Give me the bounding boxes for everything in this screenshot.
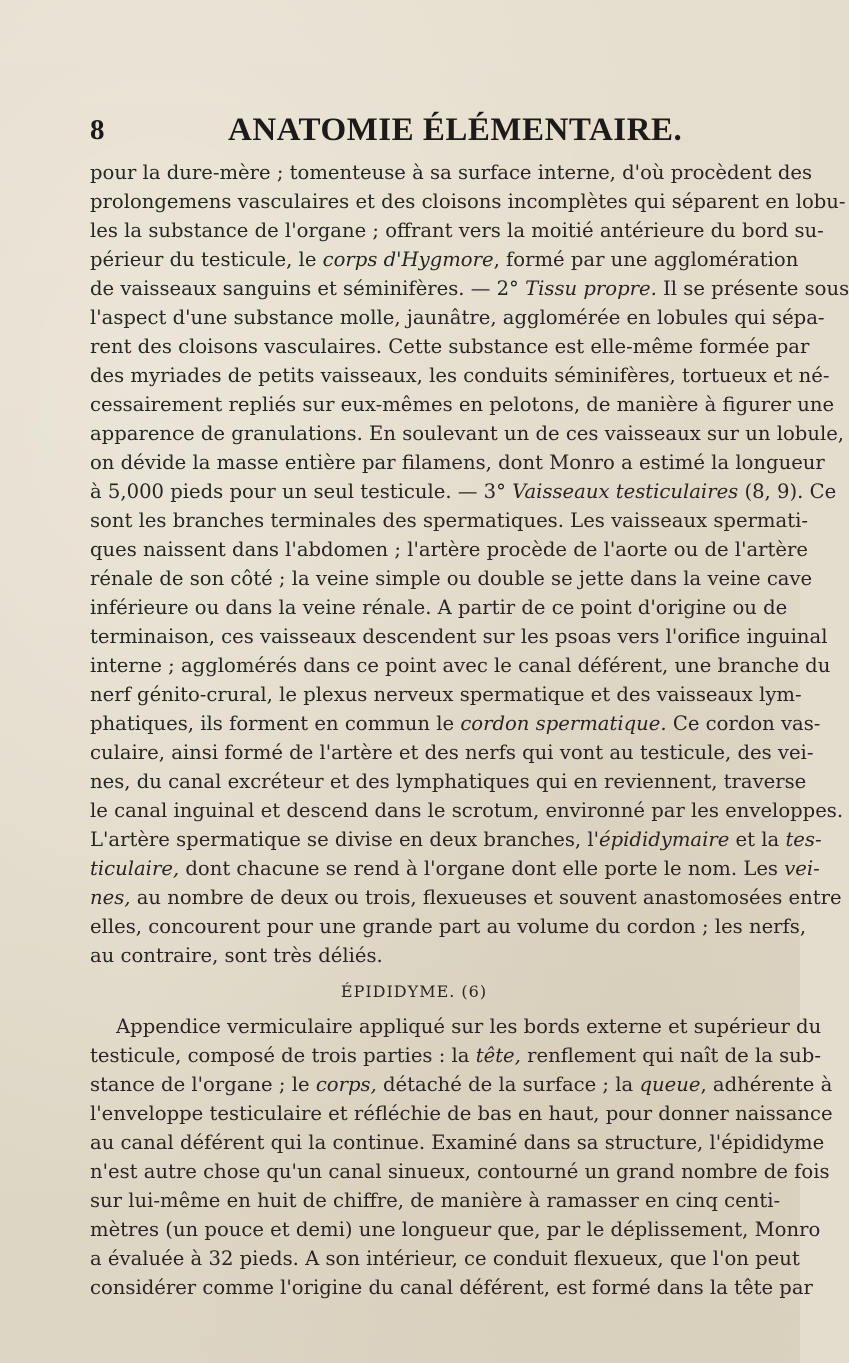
text-line — [90, 506, 808, 535]
text-line — [90, 1041, 821, 1070]
body-text — [90, 158, 849, 1302]
text-line — [90, 477, 837, 506]
text-run: L'artère spermatique se divise en deux branches, l' — [90, 828, 599, 851]
text-line — [90, 303, 825, 332]
text-run: au canal déférent qui la continue. Examiné dans sa structure, l'épididyme — [90, 1131, 825, 1154]
text-run: prolongemens vasculaires et des cloisons incomplètes qui séparent en lobu- — [90, 190, 846, 213]
text-run: nes, du canal excréteur et des lymphatiques qui en reviennent, traverse — [90, 770, 807, 793]
text-line — [90, 738, 814, 767]
text-run: périeur du testicule, le — [90, 248, 323, 271]
italic-term: vei- — [784, 857, 820, 880]
text-run: de vaisseaux sanguins et séminifères. — 2° — [90, 277, 526, 300]
text-line — [90, 535, 808, 564]
text-line — [90, 593, 788, 622]
text-run: renflement qui naît de la sub- — [520, 1044, 821, 1067]
text-line — [90, 158, 813, 187]
text-run: , formé par une agglomération — [493, 248, 799, 271]
text-run: (8, 9). Ce — [738, 480, 837, 503]
text-run: on dévide la masse entière par filamens, dont Monro a estimé la longueur — [90, 451, 825, 474]
text-run: des myriades de petits vaisseaux, les conduits séminifères, tortueux et né- — [90, 364, 830, 387]
text-line — [90, 1186, 781, 1215]
text-run: considérer comme l'origine du canal déférent, est formé dans la tête par — [90, 1276, 813, 1299]
text-line — [90, 1070, 833, 1099]
text-run: apparence de granulations. En soulevant un de ces vaisseaux sur un lobule, — [90, 422, 845, 445]
italic-term: ticulaire, — [90, 857, 180, 880]
text-run: Ce cordon vas- — [666, 712, 821, 735]
text-run: l'enveloppe testiculaire et réfléchie de bas en haut, pour donner naissance — [90, 1102, 833, 1125]
text-line — [90, 854, 820, 883]
text-line — [90, 1012, 822, 1041]
text-run: a évaluée à 32 pieds. A son intérieur, ce conduit flexueux, que l'on peut — [90, 1247, 800, 1270]
text-run: culaire, ainsi formé de l'artère et des nerfs qui vont au testicule, des vei- — [90, 741, 814, 764]
text-run: nerf génito-crural, le plexus nerveux spermatique et des vaisseaux lym- — [90, 683, 802, 706]
text-run: au nombre de deux ou trois, flexueuses et souvent anastomosées entre — [130, 886, 842, 909]
text-line — [90, 796, 844, 825]
text-run: le canal inguinal et descend dans le scrotum, environné par les enveloppes. — [90, 799, 844, 822]
text-run: testicule, composé de trois parties : la — [90, 1044, 476, 1067]
text-line — [90, 1157, 830, 1186]
text-run: pour la dure-mère ; tomenteuse à sa surface interne, d'où procèdent des — [90, 161, 813, 184]
italic-term: queue — [639, 1073, 701, 1096]
text-run: , adhérente à — [700, 1073, 833, 1096]
text-line — [90, 767, 807, 796]
text-run: terminaison, ces vaisseaux descendent sur les psoas vers l'orifice inguinal — [90, 625, 828, 648]
text-line — [90, 825, 822, 854]
text-line — [90, 390, 835, 419]
text-line — [90, 187, 846, 216]
text-run: l'aspect d'une substance molle, jaunâtre, agglomérée en lobules qui sépa- — [90, 306, 825, 329]
text-run: au contraire, sont très déliés. — [90, 944, 383, 967]
text-run: rénale de son côté ; la veine simple ou double se jette dans la veine cave — [90, 567, 813, 590]
text-run: Il se présente sous — [656, 277, 849, 300]
text-run: mètres (un pouce et demi) une longueur que, par le déplissement, Monro — [90, 1218, 821, 1241]
running-title: ANATOMIE ÉLÉMENTAIRE. — [228, 112, 683, 148]
italic-term: corps, — [315, 1073, 377, 1096]
text-line — [90, 651, 831, 680]
text-run: interne ; agglomérés dans ce point avec le canal déférent, une branche du — [90, 654, 831, 677]
text-run: sur lui-même en huit de chiffre, de manière à ramasser en cinq centi- — [90, 1189, 781, 1212]
text-line — [90, 709, 821, 738]
paragraph-testicule — [90, 158, 849, 970]
italic-term: Vaisseaux testiculaires — [512, 480, 739, 503]
text-run: Appendice vermiculaire appliqué sur les bords externe et supérieur du — [116, 1015, 822, 1038]
text-line — [90, 622, 828, 651]
text-line — [90, 448, 825, 477]
text-line — [90, 216, 824, 245]
text-run: détaché de la surface ; la — [376, 1073, 640, 1096]
text-run: inférieure ou dans la veine rénale. A partir de ce point d'origine ou de — [90, 596, 788, 619]
italic-term: tête, — [475, 1044, 521, 1067]
text-line — [90, 680, 802, 709]
text-line — [90, 941, 738, 970]
italic-term: épididymaire — [599, 828, 730, 851]
text-run: ques naissent dans l'abdomen ; l'artère procède de l'aorte ou de l'artère — [90, 538, 808, 561]
italic-term: tes- — [785, 828, 822, 851]
text-run: cessairement repliés sur eux-mêmes en pelotons, de manière à figurer une — [90, 393, 835, 416]
text-run: rent des cloisons vasculaires. Cette substance est elle-même formée par — [90, 335, 810, 358]
page-header — [90, 112, 740, 152]
text-line — [90, 1244, 800, 1273]
text-run: sont les branches terminales des spermatiques. Les vaisseaux spermati- — [90, 509, 808, 532]
text-run: stance de l'organe ; le — [90, 1073, 316, 1096]
text-run: les la substance de l'organe ; offrant vers la moitié antérieure du bord su- — [90, 219, 824, 242]
text-line — [90, 361, 830, 390]
text-line — [90, 912, 807, 941]
italic-term: Tissu propre. — [525, 277, 657, 300]
text-run: n'est autre chose qu'un canal sinueux, contourné un grand nombre de fois — [90, 1160, 830, 1183]
italic-term: cordon spermatique. — [460, 712, 667, 735]
page-number: 8 — [90, 114, 105, 146]
text-line — [90, 1273, 813, 1302]
text-line — [90, 274, 849, 303]
text-run: dont chacune se rend à l'organe dont elle porte le nom. Les — [179, 857, 785, 880]
paragraph-epididyme — [90, 1012, 833, 1302]
text-run: à 5,000 pieds pour un seul testicule. — 3° — [90, 480, 513, 503]
text-line — [90, 883, 842, 912]
text-line — [90, 332, 810, 361]
italic-term: corps d'Hygmore — [322, 248, 494, 271]
text-line — [90, 1128, 825, 1157]
text-run: elles, concourent pour une grande part au volume du cordon ; les nerfs, — [90, 915, 807, 938]
text-run: et la — [729, 828, 786, 851]
section-heading-text: ÉPIDIDYME. (6) — [340, 982, 488, 1001]
text-line — [90, 245, 799, 274]
text-line — [90, 1215, 821, 1244]
text-line — [90, 1099, 833, 1128]
text-line — [90, 419, 845, 448]
section-heading-epididyme — [90, 974, 738, 1010]
text-run: phatiques, ils forment en commun le — [90, 712, 461, 735]
text-line — [90, 564, 813, 593]
italic-term: nes, — [90, 886, 131, 909]
